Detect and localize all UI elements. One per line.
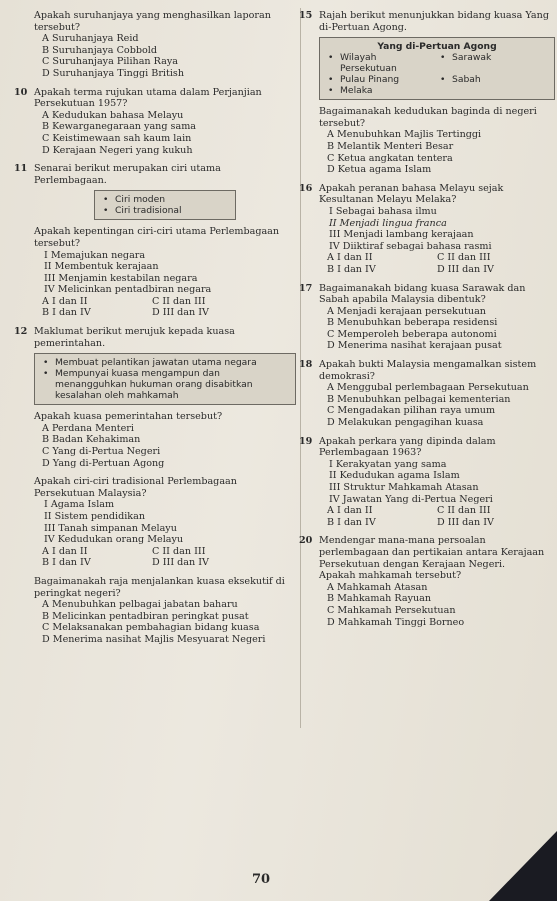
q17-option-a: A Menjadi kerajaan persekutuan: [327, 305, 486, 317]
q9-stem: Apakah suruhanjaya yang menghasilkan laporan tersebut?: [34, 10, 271, 33]
question-9-tail: [34, 10, 296, 80]
q20-option-b: B Mahkamah Rayuan: [327, 593, 432, 605]
q10-option-d: D Kerajaan Negeri yang kukuh: [42, 144, 193, 156]
q10-number: 10: [14, 86, 28, 98]
q15-stem: Rajah berikut menunjukkan bidang kuasa Yang di-Pertuan Agong.: [319, 10, 549, 33]
q15-option-b: B Melantik Menteri Besar: [327, 140, 454, 152]
q12-ask: Apakah kuasa pemerintahan tersebut?: [34, 411, 223, 423]
bullet-icon: •: [328, 85, 334, 97]
q12-option-d: D Yang di-Pertuan Agong: [42, 457, 165, 469]
bullet-icon: •: [440, 74, 446, 86]
question-12: [14, 326, 296, 469]
q11-roman-3: III Menjamin kestabilan negara: [44, 272, 198, 284]
q18-option-d: D Melakukan pengagihan kuasa: [327, 417, 484, 429]
q12-option-c: C Yang di-Pertua Negeri: [42, 446, 161, 458]
q17-option-c: C Memperoleh beberapa autonomi: [327, 328, 497, 340]
q15-box-title: Yang di-Pertuan Agong: [377, 41, 497, 53]
q16-number: 16: [299, 182, 313, 194]
q20-option-a: A Mahkamah Atasan: [327, 581, 428, 593]
q12-option-a: A Perdana Menteri: [42, 422, 134, 434]
q11-option-a: A I dan II: [42, 295, 88, 307]
q15-ask: Bagaimanakah kedudukan baginda di negeri tersebut?: [319, 106, 537, 129]
q12-box-item: Mempunyai kuasa mengampun dan menangguhkan hukuman orang disabitkan kesalahan oleh mahkamah: [55, 368, 253, 402]
q11-option-b: B I dan IV: [42, 307, 91, 319]
q19-roman-4: IV Jawatan Yang di-Pertua Negeri: [329, 493, 493, 505]
q19-option-d: D III dan IV: [437, 516, 494, 528]
q15-option-a: A Menubuhkan Majlis Tertinggi: [327, 129, 482, 141]
q10-option-b: B Kewarganegaraan yang sama: [42, 121, 197, 133]
q9-option-b: B Suruhanjaya Cobbold: [42, 44, 157, 56]
q13-roman-1: I Agama Islam: [44, 499, 115, 511]
q11-box-item: Ciri moden: [115, 194, 166, 206]
q16-roman-1: I Sebagai bahasa ilmu: [329, 205, 437, 217]
q17-option-d: D Menerima nasihat kerajaan pusat: [327, 340, 502, 352]
q10-option-a: A Kedudukan bahasa Melayu: [42, 109, 184, 121]
q18-option-b: B Menubuhkan pelbagai kementerian: [327, 393, 511, 405]
q14-stem: Bagaimanakah raja menjalankan kuasa eksekutif di peringkat negeri?: [34, 575, 285, 599]
question-14: [34, 576, 296, 646]
q10-stem: Apakah terma rujukan utama dalam Perjanjian Persekutuan 1957?: [34, 86, 262, 110]
q12-number: 12: [14, 326, 28, 338]
question-20: [299, 535, 555, 628]
q17-option-b: B Menubuhkan beberapa residensi: [327, 317, 498, 329]
q14-option-d: D Menerima nasihat Majlis Mesyuarat Negeri: [42, 633, 266, 645]
q9-option-c: C Suruhanjaya Pilihan Raya: [42, 56, 178, 68]
q11-roman-2: II Membentuk kerajaan: [44, 261, 159, 273]
q16-stem: Apakah peranan bahasa Melayu sejak Kesultanan Melayu Melaka?: [319, 182, 504, 206]
q14-option-b: B Melicinkan pentadbiran peringkat pusat: [42, 610, 249, 622]
question-11: [14, 163, 296, 319]
bullet-icon: •: [103, 194, 109, 206]
q19-stem: Apakah perkara yang dipinda dalam Perlembagaan 1963?: [319, 435, 496, 459]
q16-option-a: A I dan II: [327, 252, 373, 264]
q11-box: [94, 190, 236, 220]
q16-roman-3: III Menjadi lambang kerajaan: [329, 229, 474, 241]
q15-box-item: Wilayah Persekutuan: [340, 52, 397, 75]
left-column: [14, 10, 296, 653]
q20-stem: Mendengar mana-mana persoalan perlembagaan dan pertikaian antara Kerajaan Persekutuan dengan Kerajaan Negeri.: [319, 535, 545, 570]
q16-option-c: C II dan III: [437, 252, 491, 264]
q19-roman-1: I Kerakyatan yang sama: [329, 458, 447, 470]
dark-corner-shadow: [489, 831, 557, 901]
q11-stem: Senarai berikut merupakan ciri utama Perlembagaan.: [34, 163, 221, 186]
q18-stem: Apakah bukti Malaysia mengamalkan sistem demokrasi?: [319, 359, 537, 382]
q9-option-a: A Suruhanjaya Reid: [42, 33, 139, 45]
bullet-icon: •: [43, 368, 49, 380]
q12-stem: Maklumat berikut merujuk kepada kuasa pemerintahan.: [34, 326, 235, 349]
q16-roman-4: IV Diiktiraf sebagai bahasa rasmi: [329, 240, 492, 252]
q12-box-item: Membuat pelantikan jawatan utama negara: [55, 357, 257, 369]
q15-option-d: D Ketua agama Islam: [327, 164, 432, 176]
q13-option-a: A I dan II: [42, 545, 88, 557]
q15-option-c: C Ketua angkatan tentera: [327, 152, 453, 164]
q17-stem: Bagaimanakah bidang kuasa Sarawak dan Sabah apabila Malaysia dibentuk?: [319, 282, 526, 306]
q15-box-item: Melaka: [340, 85, 373, 97]
question-15: [299, 10, 555, 176]
q19-roman-2: II Kedudukan agama Islam: [329, 470, 460, 482]
q20-ask: Apakah mahkamah tersebut?: [319, 570, 462, 582]
q18-option-a: A Menggubal perlembagaan Persekutuan: [327, 382, 529, 394]
q12-box: [34, 353, 296, 405]
q13-roman-2: II Sistem pendidikan: [44, 511, 146, 522]
q14-option-a: A Menubuhkan pelbagai jabatan baharu: [42, 599, 238, 611]
q13-option-d: D III dan IV: [152, 557, 209, 569]
q13-option-c: C II dan III: [152, 545, 206, 557]
q9-option-d: D Suruhanjaya Tinggi British: [42, 67, 184, 79]
page-number: 70: [252, 872, 271, 887]
q16-option-d: D III dan IV: [437, 263, 494, 275]
q19-number: 19: [299, 435, 313, 447]
question-13: [34, 476, 296, 569]
q19-option-a: A I dan II: [327, 505, 373, 517]
q14-option-c: C Melaksanakan pembahagian bidang kuasa: [42, 622, 260, 634]
q20-option-c: C Mahkamah Persekutuan: [327, 604, 456, 616]
q11-roman-4: IV Melicinkan pentadbiran negara: [44, 284, 212, 296]
q19-roman-3: III Struktur Mahkamah Atasan: [329, 482, 479, 493]
q19-option-b: B I dan IV: [327, 516, 376, 528]
bullet-icon: •: [440, 52, 446, 64]
right-column: [299, 10, 555, 635]
q13-stem: Apakah ciri-ciri tradisional Perlembagaan Persekutuan Malaysia?: [34, 476, 237, 499]
q15-number: 15: [299, 10, 313, 21]
q20-option-d: D Mahkamah Tinggi Borneo: [327, 616, 465, 628]
bullet-icon: •: [43, 357, 49, 369]
q13-option-b: B I dan IV: [42, 557, 91, 569]
question-16: [299, 182, 555, 276]
q18-option-c: C Mengadakan pilihan raya umum: [327, 405, 496, 417]
question-18: [299, 359, 555, 429]
q11-ask: Apakah kepentingan ciri-ciri utama Perlembagaan tersebut?: [34, 226, 280, 249]
q15-box-item: Sarawak: [452, 52, 492, 64]
q15-box-item: Sabah: [452, 74, 481, 86]
q12-option-b: B Badan Kehakiman: [42, 434, 141, 446]
bullet-icon: •: [328, 74, 334, 86]
q16-roman-2: II Menjadi lingua franca: [329, 217, 447, 229]
bullet-icon: •: [103, 205, 109, 217]
q13-roman-3: III Tanah simpanan Melayu: [44, 522, 177, 534]
question-10: [14, 86, 296, 157]
question-19: [299, 435, 555, 529]
q11-box-item: Ciri tradisional: [115, 205, 182, 217]
bullet-icon: •: [328, 52, 334, 64]
q15-box: [319, 37, 555, 100]
q11-option-d: D III dan IV: [152, 307, 209, 319]
q11-roman-1: I Memajukan negara: [44, 249, 146, 261]
q15-box-item: Pulau Pinang: [340, 74, 400, 86]
q11-number: 11: [14, 163, 28, 175]
q11-option-c: C II dan III: [152, 295, 206, 307]
q16-option-b: B I dan IV: [327, 263, 376, 275]
q17-number: 17: [299, 282, 313, 294]
question-17: [299, 282, 555, 353]
q13-roman-4: IV Kedudukan orang Melayu: [44, 534, 184, 546]
q18-number: 18: [299, 359, 313, 371]
q19-option-c: C II dan III: [437, 505, 491, 517]
q20-number: 20: [299, 535, 313, 547]
q10-option-c: C Keistimewaan sah kaum lain: [42, 132, 192, 144]
